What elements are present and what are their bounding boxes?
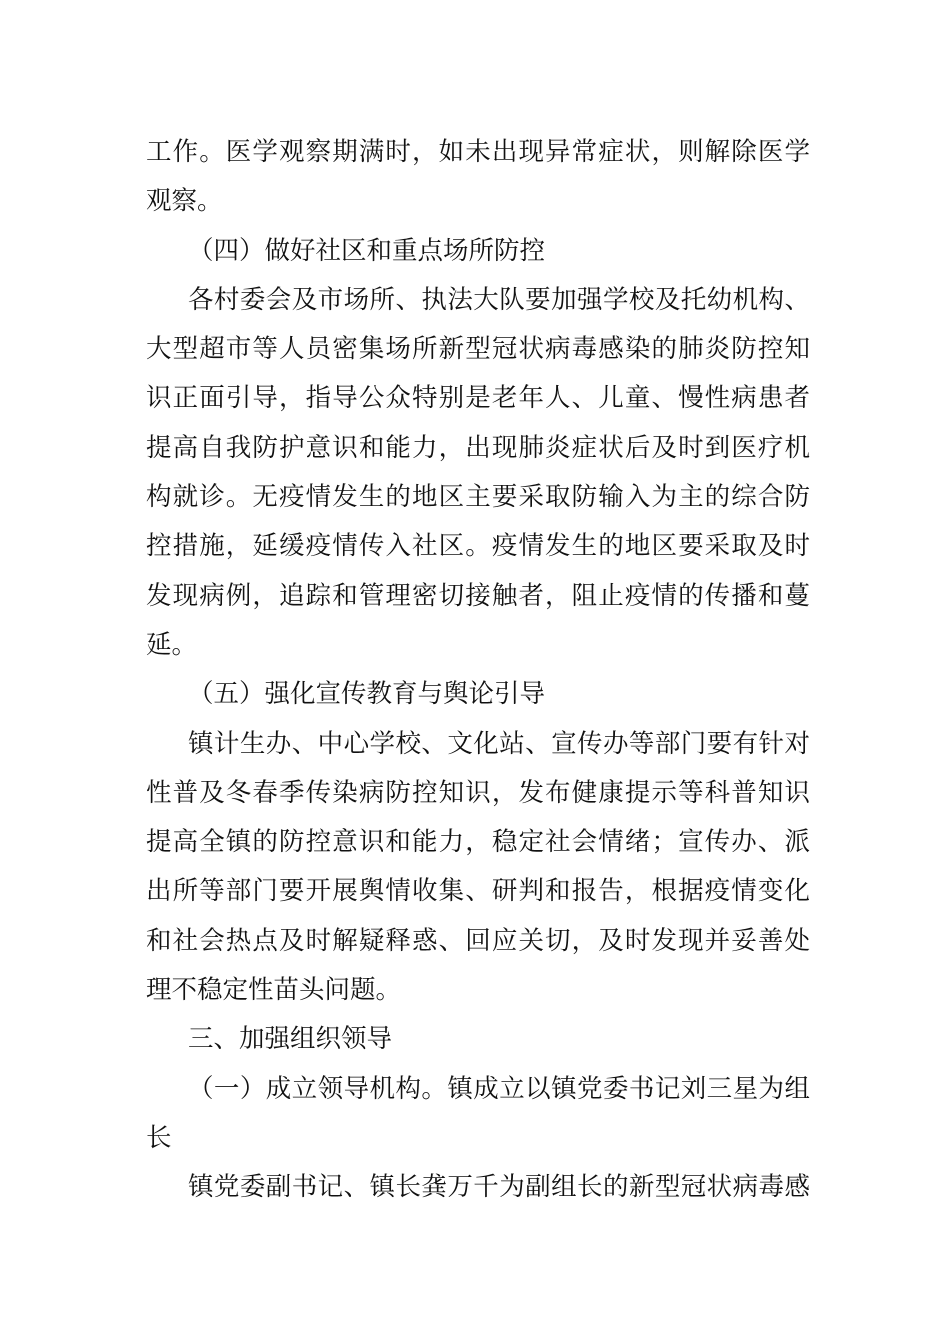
paragraph-first-line: 镇计生办、中心学校、文化站、宣传办等部门要有针对 [188,728,810,759]
body-line: 观察。 [146,186,223,217]
body-line: 提高全镇的防控意识和能力，稳定社会情绪；宣传办、派 [146,827,810,858]
body-line: 长 [146,1122,172,1153]
paragraph-first-line: 镇党委副书记、镇长龚万千为副组长的新型冠状病毒感 [188,1172,810,1203]
body-line: 出所等部门要开展舆情收集、研判和报告，根据疫情变化 [146,876,810,907]
section-heading: （五）强化宣传教育与舆论引导 [188,679,546,710]
body-line: 和社会热点及时解疑释惑、回应关切，及时发现并妥善处 [146,925,810,956]
paragraph-first-line: 各村委会及市场所、执法大队要加强学校及托幼机构、 [188,284,810,315]
body-line: 识正面引导，指导公众特别是老年人、儿童、慢性病患者 [146,383,810,414]
body-line: 理不稳定性苗头问题。 [146,975,402,1006]
body-line: 性普及冬春季传染病防控知识，发布健康提示等科普知识 [146,777,810,808]
body-line: 控措施，延缓疫情传入社区。疫情发生的地区要采取及时 [146,531,810,562]
paragraph-first-line: （一）成立领导机构。镇成立以镇党委书记刘三星为组 [188,1073,810,1104]
body-line: 发现病例，追踪和管理密切接触者，阻止疫情的传播和蔓 [146,580,810,611]
document-body [146,128,810,1213]
body-line: 延。 [146,629,198,660]
body-line: 提高自我防护意识和能力，出现肺炎症状后及时到医疗机 [146,432,810,463]
section-heading: （四）做好社区和重点场所防控 [188,235,546,266]
section-heading: 三、加强组织领导 [188,1024,393,1055]
body-line: 工作。医学观察期满时，如未出现异常症状，则解除医学 [146,137,810,167]
body-line: 大型超市等人员密集场所新型冠状病毒感染的肺炎防控知 [146,334,810,365]
body-line: 构就诊。无疫情发生的地区主要采取防输入为主的综合防 [146,482,810,513]
